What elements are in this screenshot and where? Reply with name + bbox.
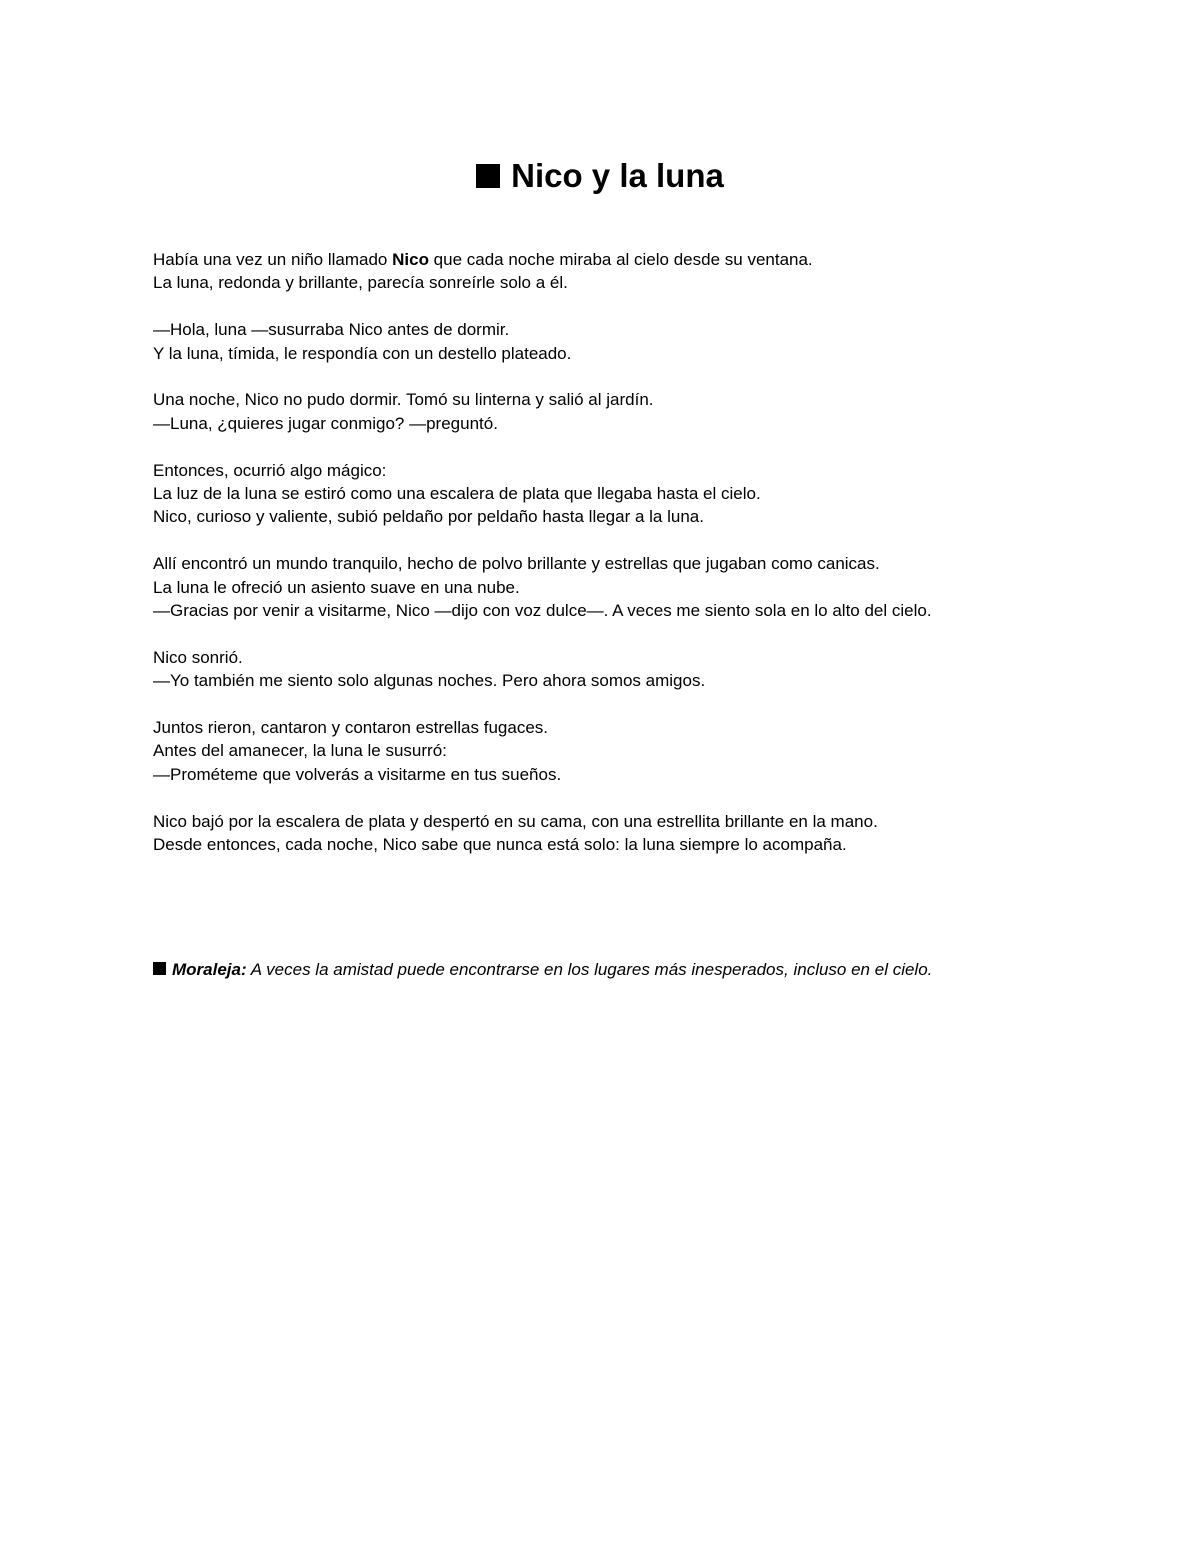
moral-statement — [153, 958, 1033, 981]
text-line: —Gracias por venir a visitarme, Nico —dijo con voz dulce—. A veces me siento sola en lo alto del cielo. — [153, 601, 932, 621]
moral-label: Moraleja: — [172, 960, 247, 979]
text-line: Una noche, Nico no pudo dormir. Tomó su linterna y salió al jardín. — [153, 390, 654, 410]
paragraph — [153, 646, 1033, 693]
text-line: Nico sonrió. — [153, 647, 243, 667]
title-text: Nico y la luna — [511, 157, 724, 194]
text-run: que cada noche miraba al cielo desde su ventana. — [428, 250, 813, 269]
paragraph — [153, 552, 1033, 622]
text-line: La luz de la luna se estiró como una escalera de plata que llegaba hasta el cielo. — [153, 484, 761, 504]
document-title — [0, 156, 1200, 196]
paragraph — [153, 716, 1033, 786]
text-run: Había una vez un niño llamado — [153, 250, 393, 269]
text-line: Nico bajó por la escalera de plata y despertó en su cama, con una estrellita brillante en la mano. — [153, 811, 878, 831]
moral-text: A veces la amistad puede encontrarse en los lugares más inesperados, incluso en el cielo. — [246, 960, 933, 979]
text-line: —Yo también me siento solo algunas noches. Pero ahora somos amigos. — [153, 671, 706, 691]
text-line: —Prométeme que volverás a visitarme en tus sueños. — [153, 764, 562, 784]
paragraph — [153, 810, 1033, 857]
text-line: —Luna, ¿quieres jugar conmigo? —preguntó. — [153, 413, 498, 433]
bold-name: Nico — [392, 250, 429, 269]
paragraph — [153, 388, 1033, 435]
text-line: Allí encontró un mundo tranquilo, hecho de polvo brillante y estrellas que jugaban como canicas. — [153, 554, 880, 574]
black-square-icon — [476, 164, 500, 188]
black-square-icon — [153, 962, 166, 975]
text-line: La luna le ofreció un asiento suave en una nube. — [153, 577, 520, 597]
paragraph — [153, 318, 1033, 365]
text-line: Desde entonces, cada noche, Nico sabe que nunca está solo: la luna siempre lo acompaña. — [153, 835, 847, 855]
text-line: Entonces, ocurrió algo mágico: — [153, 460, 387, 480]
paragraph — [153, 248, 1033, 295]
text-line: —Hola, luna —susurraba Nico antes de dormir. — [153, 320, 510, 340]
text-line: Antes del amanecer, la luna le susurró: — [153, 741, 447, 761]
story-body — [153, 248, 1033, 880]
text-line: Nico, curioso y valiente, subió peldaño por peldaño hasta llegar a la luna. — [153, 507, 704, 527]
paragraph — [153, 459, 1033, 529]
text-line: Juntos rieron, cantaron y contaron estrellas fugaces. — [153, 718, 548, 738]
text-line: Y la luna, tímida, le respondía con un destello plateado. — [153, 343, 572, 363]
text-line — [153, 248, 1033, 271]
text-line: La luna, redonda y brillante, parecía sonreírle solo a él. — [153, 273, 568, 293]
